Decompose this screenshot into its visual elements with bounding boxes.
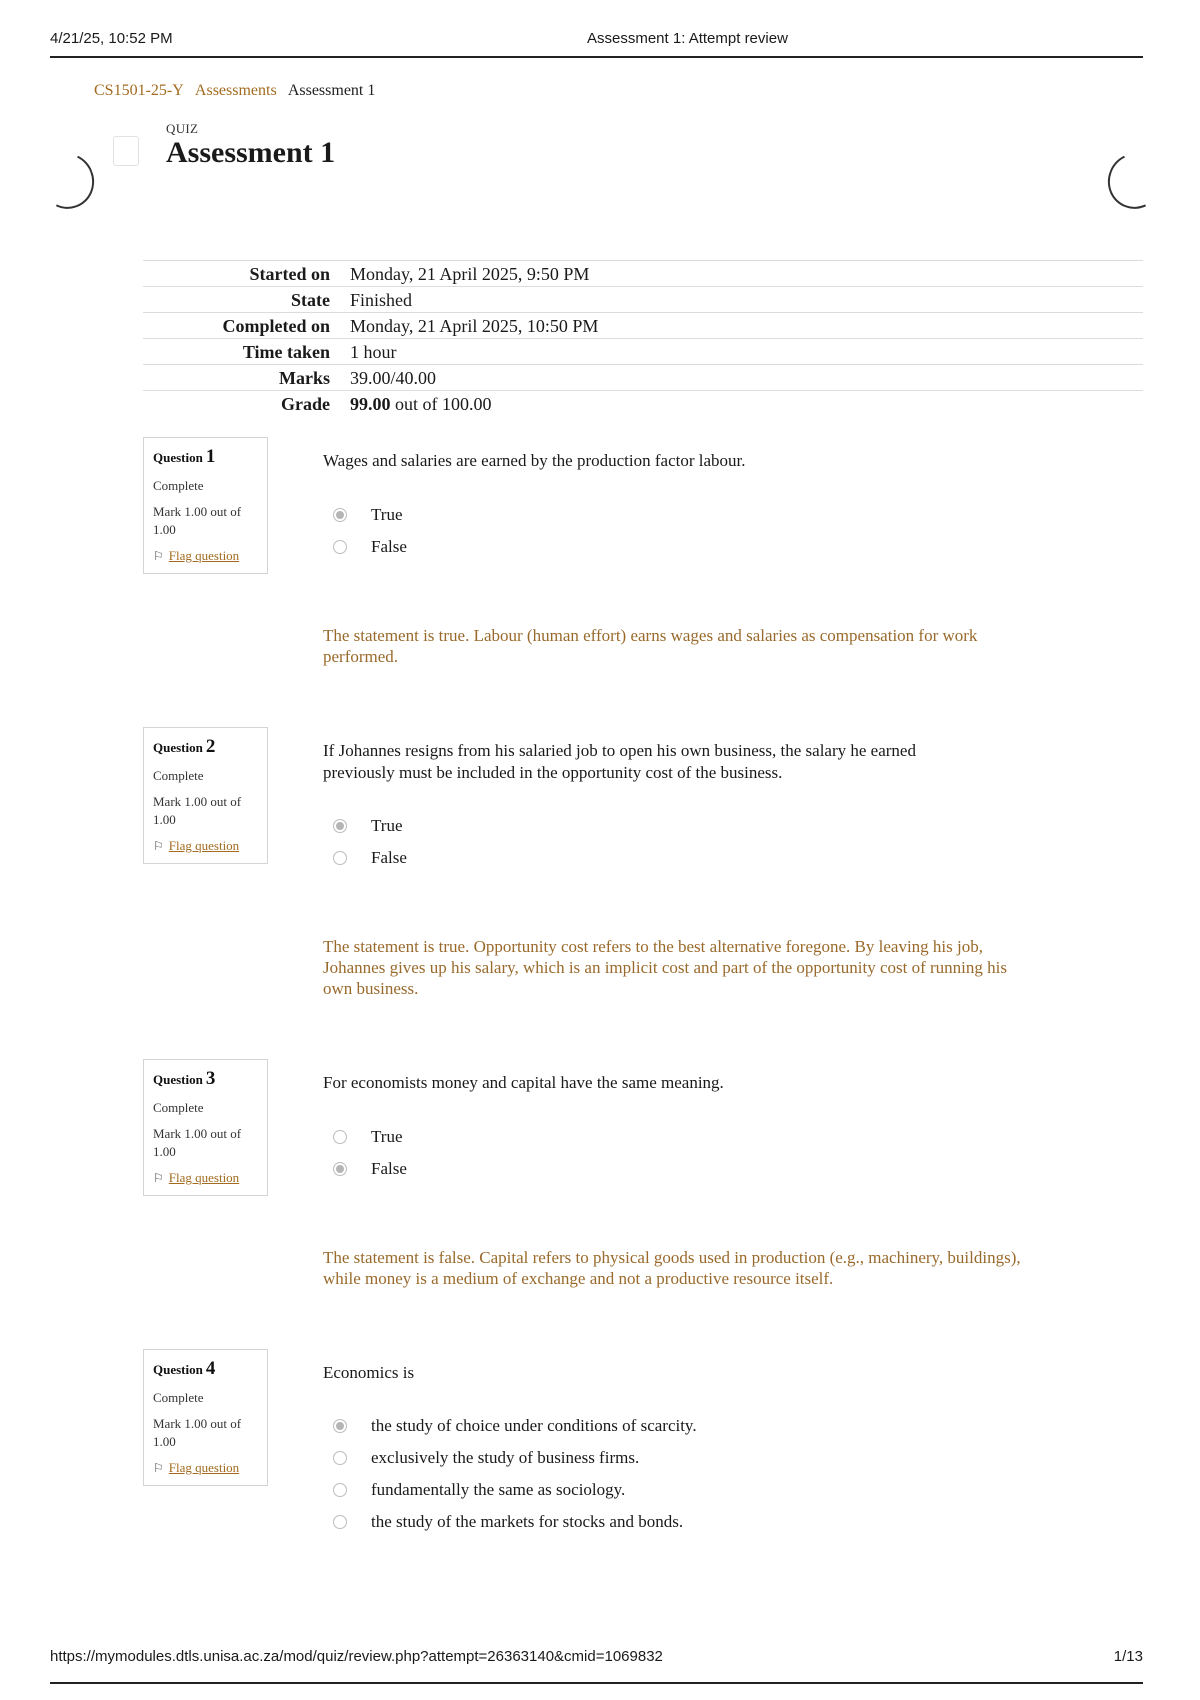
question-mark: Mark 1.00 out of 1.00	[153, 794, 242, 827]
answer-label: False	[371, 537, 407, 556]
summary-value: Monday, 21 April 2025, 9:50 PM	[350, 263, 590, 284]
question-info	[143, 1059, 268, 1196]
answer-options	[333, 499, 407, 563]
flag-question	[153, 1170, 267, 1186]
question-text: If Johannes resigns from his salaried job to open his own business, the salary he earned previously must be included in the opportunity cost of the business.	[323, 741, 916, 782]
answer-option[interactable]	[333, 1506, 697, 1538]
question-mark: Mark 1.00 out of 1.00	[153, 1416, 242, 1449]
right-drawer-toggle-icon[interactable]	[1100, 145, 1170, 216]
activity-type-label: QUIZ	[166, 121, 199, 136]
radio-unchecked[interactable]	[333, 851, 347, 865]
question-state: Complete	[153, 768, 204, 783]
flag-icon: ⚐	[153, 1461, 164, 1475]
print-date: 4/21/25, 10:52 PM	[50, 30, 173, 47]
radio-unchecked[interactable]	[333, 1515, 347, 1529]
attempt-summary-table	[143, 260, 1143, 417]
answer-option[interactable]	[333, 1410, 697, 1442]
radio-unchecked[interactable]	[333, 1451, 347, 1465]
print-url: https://mymodules.dtls.unisa.ac.za/mod/quiz/review.php?attempt=26363140&cmid=1069832	[50, 1648, 663, 1665]
summary-label: Grade	[281, 393, 330, 414]
summary-label: Marks	[279, 367, 330, 388]
question-4	[143, 1349, 1143, 1549]
question-info	[143, 437, 268, 574]
answer-option[interactable]	[333, 810, 407, 842]
summary-value: 39.00/40.00	[350, 367, 437, 388]
radio-checked[interactable]	[333, 1162, 347, 1176]
breadcrumb	[94, 82, 375, 100]
question-mark: Mark 1.00 out of 1.00	[153, 504, 242, 537]
breadcrumb-course-link[interactable]: CS1501-25-Y	[94, 82, 184, 99]
answer-label: False	[371, 1159, 407, 1178]
question-info	[143, 727, 268, 864]
question-feedback: The statement is true. Labour (human effort) earns wages and salaries as compensation for work performed.	[323, 626, 978, 666]
print-page-indicator: 1/13	[1113, 1648, 1143, 1665]
flag-question-link[interactable]: Flag question	[168, 548, 240, 563]
radio-checked[interactable]	[333, 819, 347, 833]
print-document-title: Assessment 1: Attempt review	[587, 30, 788, 47]
radio-unchecked[interactable]	[333, 1483, 347, 1497]
answer-option[interactable]	[333, 499, 407, 531]
answer-option[interactable]	[333, 1153, 407, 1185]
summary-label: State	[291, 289, 330, 310]
question-number: Question 4	[153, 1358, 216, 1379]
summary-value: Monday, 21 April 2025, 10:50 PM	[350, 315, 599, 336]
flag-question-link[interactable]: Flag question	[168, 1460, 240, 1475]
flag-question-link[interactable]: Flag question	[168, 838, 240, 853]
answer-label: True	[371, 816, 403, 835]
flag-question-link[interactable]: Flag question	[168, 1170, 240, 1185]
summary-row	[143, 261, 1143, 287]
summary-row	[143, 287, 1143, 313]
answer-options	[333, 1121, 407, 1185]
question-state: Complete	[153, 1390, 204, 1405]
summary-label: Completed on	[222, 315, 330, 336]
question-state: Complete	[153, 478, 204, 493]
radio-unchecked[interactable]	[333, 540, 347, 554]
flag-question	[153, 548, 267, 564]
question-text: Economics is	[323, 1363, 415, 1382]
radio-checked[interactable]	[333, 508, 347, 522]
summary-row	[143, 365, 1143, 391]
answer-label: True	[371, 1127, 403, 1146]
summary-row	[143, 339, 1143, 365]
summary-label: Time taken	[242, 341, 330, 362]
question-text: Wages and salaries are earned by the production factor labour.	[323, 451, 746, 470]
question-feedback: The statement is true. Opportunity cost refers to the best alternative foregone. By leaving his job, Johannes gives up his salary, which is an implicit cost and part of the opportunity cost of running his own business.	[323, 937, 1007, 998]
answer-label: exclusively the study of business firms.	[371, 1448, 640, 1467]
question-mark: Mark 1.00 out of 1.00	[153, 1126, 242, 1159]
answer-options	[333, 1410, 697, 1538]
answer-label: fundamentally the same as sociology.	[371, 1480, 626, 1499]
radio-checked[interactable]	[333, 1419, 347, 1433]
print-footer	[50, 1648, 1143, 1684]
breadcrumb-current: Assessment 1	[287, 82, 376, 99]
left-drawer-toggle-icon[interactable]	[32, 145, 102, 216]
summary-row	[143, 391, 1143, 417]
question-2	[143, 727, 1143, 1007]
summary-value: Finished	[350, 289, 413, 310]
question-number: Question 1	[153, 446, 216, 467]
answer-option[interactable]	[333, 1474, 697, 1506]
answer-option[interactable]	[333, 1442, 697, 1474]
print-header	[50, 28, 1143, 58]
flag-icon: ⚐	[153, 1171, 164, 1185]
answer-option[interactable]	[333, 531, 407, 563]
answer-option[interactable]	[333, 842, 407, 874]
question-number: Question 2	[153, 736, 216, 757]
grade-out-of: out of 100.00	[390, 393, 492, 414]
grade-value: 99.00	[350, 393, 391, 414]
question-text: For economists money and capital have the same meaning.	[323, 1073, 724, 1092]
breadcrumb-section-link[interactable]: Assessments	[194, 82, 277, 99]
summary-value: 1 hour	[350, 341, 397, 362]
question-3	[143, 1059, 1143, 1299]
page-title: Assessment 1	[166, 136, 336, 169]
question-number: Question 3	[153, 1068, 216, 1089]
summary-value	[350, 391, 1143, 417]
flag-question	[153, 1460, 267, 1476]
flag-question	[153, 838, 267, 854]
quiz-activity-icon	[113, 136, 139, 166]
flag-icon: ⚐	[153, 549, 164, 563]
question-state: Complete	[153, 1100, 204, 1115]
question-1	[143, 437, 1143, 667]
question-info	[143, 1349, 268, 1486]
answer-option[interactable]	[333, 1121, 407, 1153]
radio-unchecked[interactable]	[333, 1130, 347, 1144]
answer-label: the study of choice under conditions of scarcity.	[371, 1416, 697, 1435]
answer-label: True	[371, 505, 403, 524]
question-feedback: The statement is false. Capital refers to physical goods used in production (e.g., machinery, buildings), while money is a medium of exchange and not a productive resource itself.	[323, 1248, 1021, 1288]
answer-label: False	[371, 848, 407, 867]
summary-row	[143, 313, 1143, 339]
summary-label: Started on	[249, 263, 330, 284]
answer-label: the study of the markets for stocks and bonds.	[371, 1512, 684, 1531]
flag-icon: ⚐	[153, 839, 164, 853]
answer-options	[333, 810, 407, 874]
